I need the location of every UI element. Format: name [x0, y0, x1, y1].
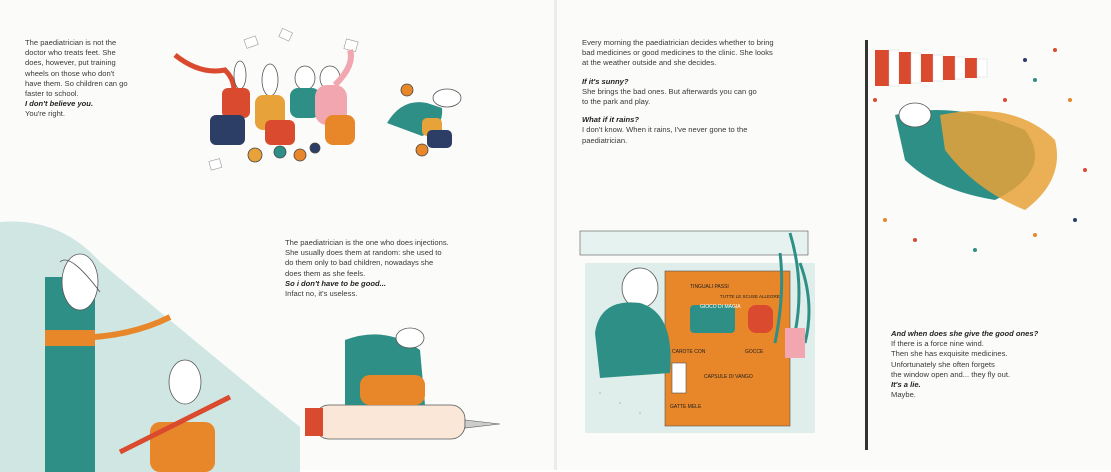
dialogue-answer: Infact no, it's useless. — [285, 289, 358, 299]
cabinet-label: GOCCE — [745, 349, 764, 355]
text-line: The paediatrician is the one who does injections. — [285, 238, 449, 247]
skating-mouse-illustration — [382, 78, 472, 163]
text-line: paediatrician. — [582, 135, 628, 145]
syringe-rider-illustration — [305, 320, 505, 450]
text-line: She usually does them at random: she used to — [285, 248, 442, 258]
cabinet-label: GATTE MELE — [670, 404, 702, 410]
text-line: to the park and play. — [582, 97, 651, 107]
dialogue-question: So i don't have to be good... — [285, 278, 386, 288]
text-line: faster to school. — [25, 89, 79, 99]
left-text-block-2 — [285, 238, 505, 299]
mint-hill-illustration — [0, 222, 300, 472]
cabinet-label: CAPSULE DI VANGO — [704, 374, 753, 380]
cabinet-label: CAROTE CON — [672, 349, 706, 355]
dialogue-retort: It's a lie. — [891, 380, 921, 390]
text-line: Then she has exquisite medicines. — [891, 349, 1008, 359]
running-animals-illustration — [170, 30, 370, 180]
dialogue-question: What if it rains? — [582, 115, 639, 125]
text-line: do them only to bad children, nowadays she — [285, 258, 434, 268]
text-line: does them as she feels. — [285, 268, 366, 278]
dialogue-question: If it's sunny? — [582, 76, 629, 86]
text-line: If there is a force nine wind. — [891, 339, 984, 349]
text-line: She brings the bad ones. But afterwards you can go — [582, 86, 757, 96]
text-line: wheels on those who don't — [25, 68, 115, 78]
cabinet-label: GIOCO DI MAGIA — [700, 304, 741, 310]
text-line: the window open and... they fly out. — [891, 369, 1011, 379]
windsock-illustration — [855, 20, 1105, 450]
text-line: doctor who treats feet. She — [25, 48, 116, 58]
text-line: The paediatrician is not the — [25, 38, 117, 47]
text-line: have them. So children can go — [25, 78, 128, 88]
text-line: does, however, put training — [25, 58, 116, 68]
cabinet-label: TINGUALI PASSI — [690, 284, 729, 290]
text-line: I don't know. When it rains, I've never gone to the — [582, 125, 748, 135]
cabinet-label: TUTTE LE SCUSE ALLEGRE — [720, 294, 780, 299]
dialogue-answer: Maybe. — [891, 390, 916, 400]
dialogue-question: And when does she give the good ones? — [891, 329, 1039, 338]
text-line: at the weather outside and she decides. — [582, 58, 717, 68]
text-line: Unfortunately she often forgets — [891, 359, 995, 369]
text-line: bad medicines or good medicines to the clinic. She looks — [582, 48, 773, 58]
left-text-block-1 — [25, 38, 160, 120]
right-text-block-1 — [582, 38, 842, 146]
text-line: Every morning the paediatrician decides whether to bring — [582, 38, 774, 47]
dialogue-answer: You're right. — [25, 109, 66, 119]
book-gutter — [554, 0, 557, 470]
dialogue-question: I don't believe you. — [25, 99, 94, 109]
pharmacy-cabinet-illustration — [580, 213, 815, 433]
